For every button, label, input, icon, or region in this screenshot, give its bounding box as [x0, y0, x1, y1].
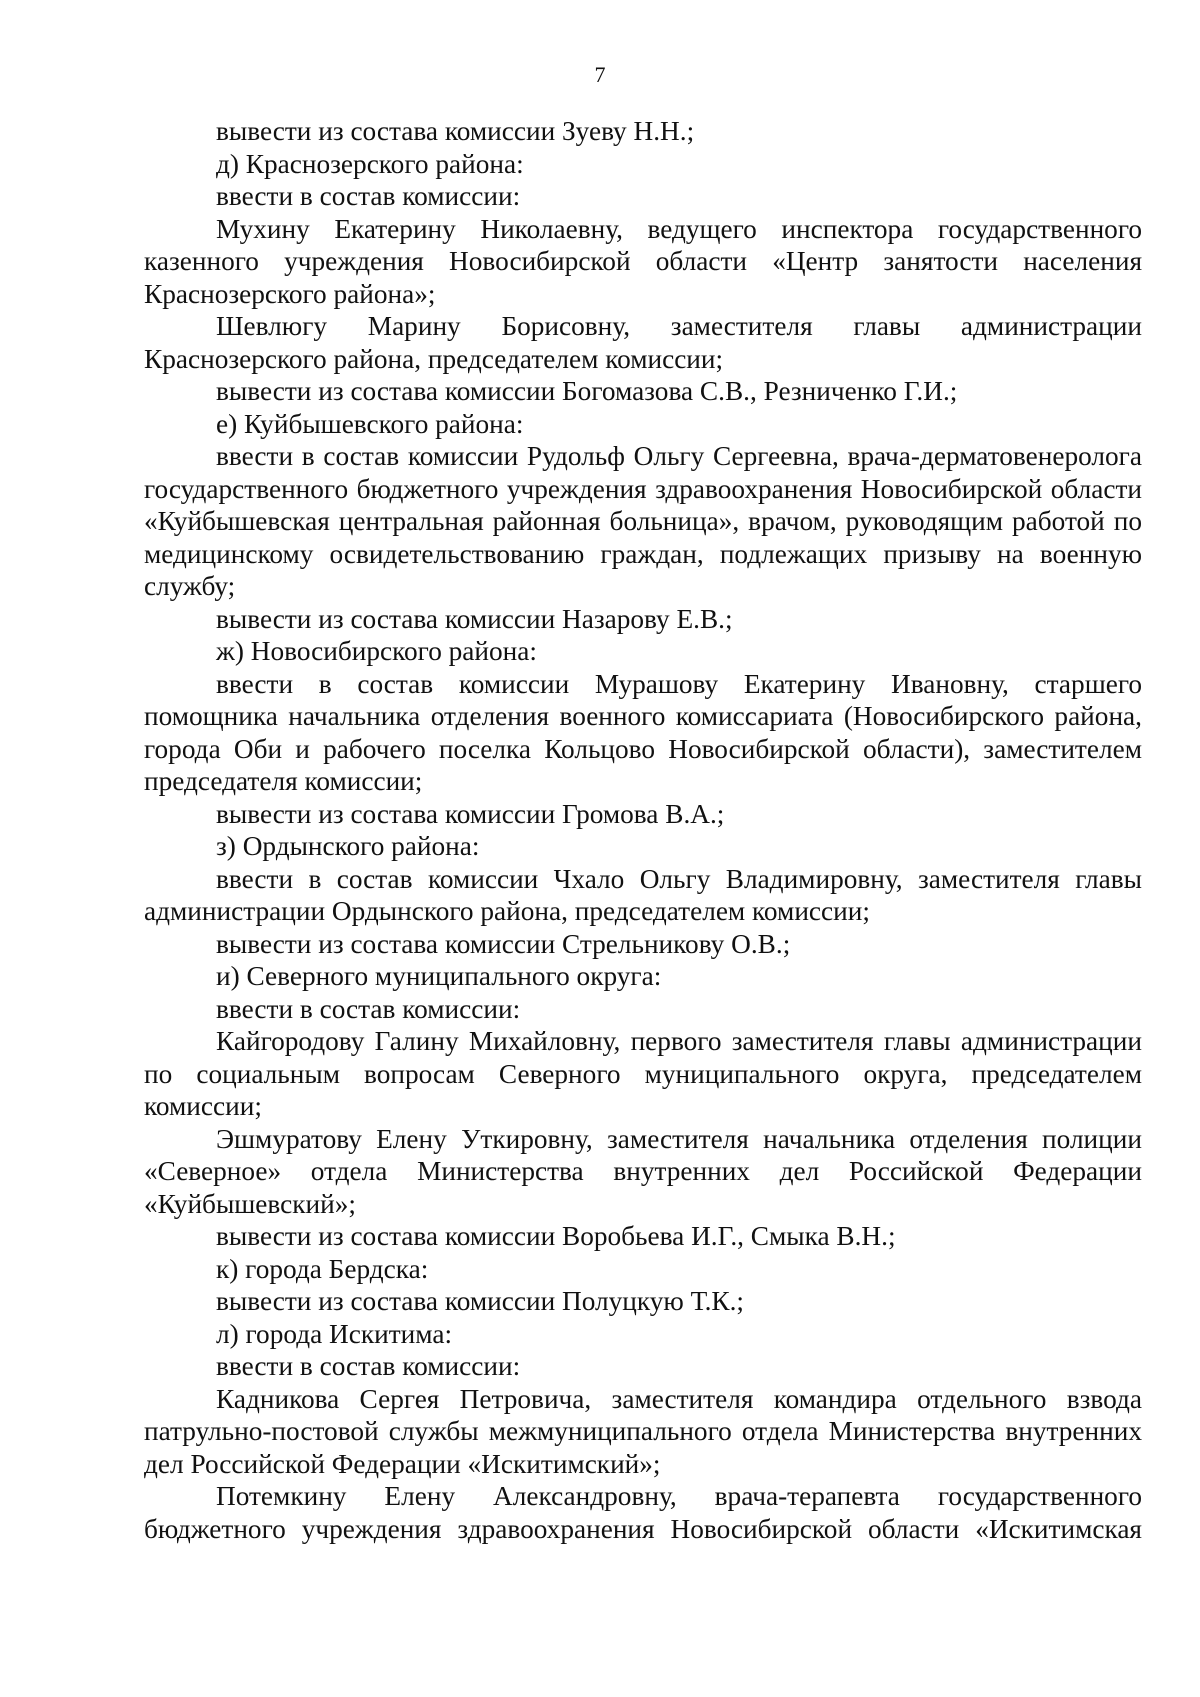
paragraph: вывести из состава комиссии Громова В.А.; — [216, 798, 725, 829]
paragraph: з) Ордынского района: — [216, 831, 480, 861]
paragraph: вывести из состава комиссии Назарову Е.В.; — [216, 603, 733, 634]
paragraph: ввести в состав комиссии Рудольф Ольгу Сергеевна, врача-дерматовенеролога государственного бюджетного учреждения здравоохранения Новосибирской области «Куйбышевская центральная районная больница», врачом, руководящим работой по медицинскому освидетельствованию граждан, подлежащих призыву на военную службу; — [144, 441, 1142, 601]
paragraph: л) города Искитима: — [216, 1318, 453, 1349]
paragraph: д) Краснозерского района: — [216, 148, 524, 179]
paragraph: ввести в состав комиссии: — [216, 1351, 521, 1381]
paragraph: ввести в состав комиссии Чхало Ольгу Владимировну, заместителя главы администрации Ордынского района, председателем комиссии; — [144, 863, 1142, 926]
paragraph: ж) Новосибирского района: — [216, 636, 537, 666]
paragraph: вывести из состава комиссии Воробьева И.Г., Смыка В.Н.; — [216, 1221, 896, 1251]
paragraph: Шевлюгу Марину Борисовну, заместителя главы администрации Краснозерского района, председателем комиссии; — [144, 311, 1142, 374]
paragraph: Мухину Екатерину Николаевну, ведущего инспектора государственного казенного учреждения Новосибирской области «Центр занятости населения Краснозерского района»; — [144, 213, 1142, 309]
paragraph: Эшмуратову Елену Уткировну, заместителя начальника отделения полиции «Северное» отдела Министерства внутренних дел Российской Федерации «Куйбышевский»; — [144, 1123, 1142, 1219]
paragraph: Потемкину Елену Александровну, врача-терапевта государственного бюджетного учреждения здравоохранения Новосибирской области «Искитимская — [144, 1481, 1142, 1544]
paragraph: Кадникова Сергея Петровича, заместителя командира отдельного взвода патрульно-постовой службы межмуниципального отдела Министерства внутренних дел Российской Федерации «Искитимский»; — [144, 1383, 1142, 1479]
paragraph: вывести из состава комиссии Богомазова С.В., Резниченко Г.И.; — [216, 376, 958, 406]
paragraph: вывести из состава комиссии Зуеву Н.Н.; — [216, 116, 695, 146]
paragraph: ввести в состав комиссии: — [216, 181, 521, 211]
paragraph: к) города Бердска: — [216, 1253, 429, 1284]
paragraph: е) Куйбышевского района: — [216, 408, 524, 439]
paragraph: ввести в состав комиссии: — [216, 993, 521, 1024]
document-body — [144, 115, 1142, 1545]
paragraph: Кайгородову Галину Михайловну, первого заместителя главы администрации по социальным вопросам Северного муниципального округа, председателем комиссии; — [144, 1026, 1142, 1121]
page-number: 7 — [594, 62, 606, 87]
paragraph: вывести из состава комиссии Стрельникову О.В.; — [216, 928, 791, 959]
paragraph: ввести в состав комиссии Мурашову Екатерину Ивановну, старшего помощника начальника отделения военного комиссариата (Новосибирского района, города Оби и рабочего поселка Кольцово Новосибирской области), заместителем председателя комиссии; — [144, 668, 1142, 796]
paragraph: вывести из состава комиссии Полуцкую Т.К.; — [216, 1286, 745, 1316]
paragraph: и) Северного муниципального округа: — [216, 961, 662, 991]
